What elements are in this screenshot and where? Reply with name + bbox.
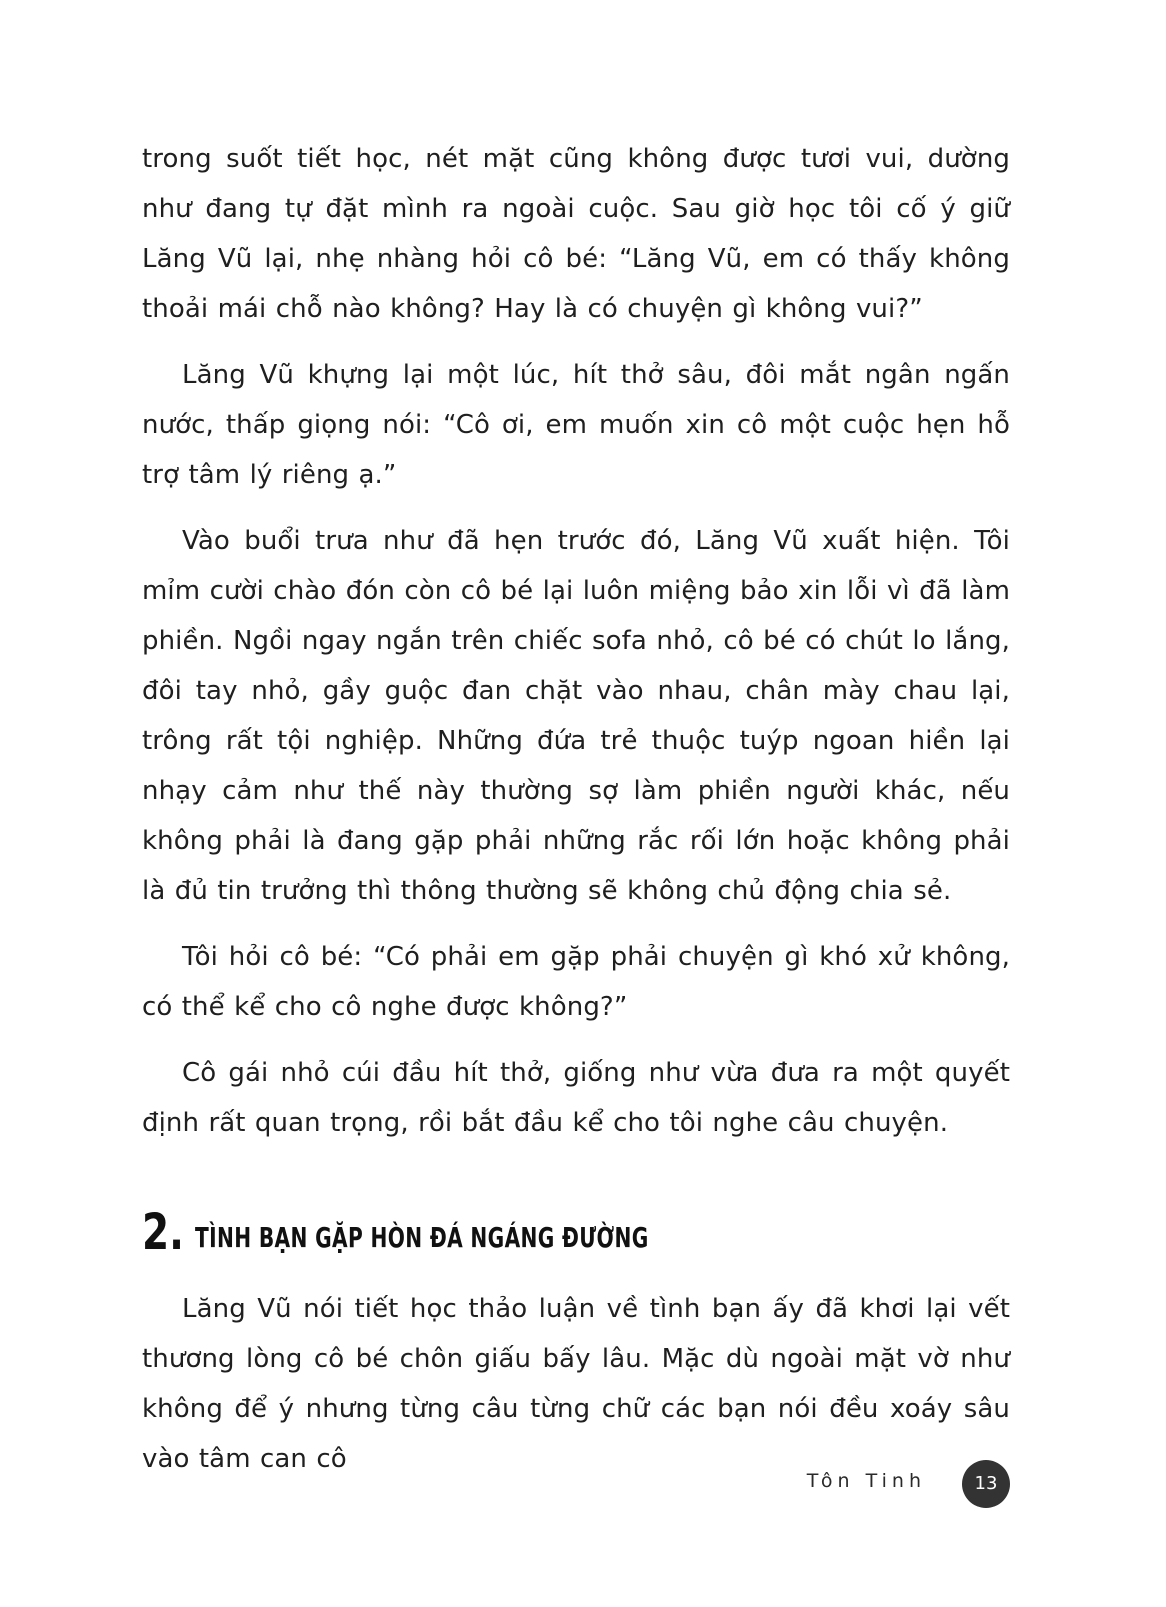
paragraph: Lăng Vũ khựng lại một lúc, hít thở sâu, đôi mắt ngân ngấn nước, thấp giọng nói: “Cô ơi, em muốn xin cô một cuộc hẹn hỗ trợ tâm lý riêng ạ.” — [142, 360, 1010, 490]
page-footer — [0, 1460, 1010, 1510]
paragraph: Tôi hỏi cô bé: “Có phải em gặp phải chuyện gì khó xử không, có thể kể cho cô nghe được không?” — [142, 942, 1010, 1022]
paragraph: Vào buổi trưa như đã hẹn trước đó, Lăng Vũ xuất hiện. Tôi mỉm cười chào đón còn cô bé lại luôn miệng bảo xin lỗi vì đã làm phiền. Ngồi ngay ngắn trên chiếc sofa nhỏ, cô bé có chút lo lắng, đôi tay nhỏ, gầy guộc đan chặt vào nhau, chân mày chau lại, trông rất tội nghiệp. Những đứa trẻ thuộc tuýp ngoan hiền lại nhạy cảm như thế này thường sợ làm phiền người khác, nếu không phải là đang gặp phải những rắc rối lớn hoặc không phải là đủ tin trưởng thì thông thường sẽ không chủ động chia sẻ. — [142, 526, 1010, 906]
paragraph: Lăng Vũ nói tiết học thảo luận về tình bạn ấy đã khơi lại vết thương lòng cô bé chôn giấu bấy lâu. Mặc dù ngoài mặt vờ như không để ý nhưng từng câu từng chữ các bạn nói đều xoáy sâu vào tâm can cô — [142, 1294, 1010, 1474]
page-body — [142, 134, 1010, 1500]
section-heading — [142, 1204, 1010, 1260]
page-number-badge: 13 — [962, 1460, 1010, 1508]
running-author: Tôn Tinh — [806, 1470, 926, 1492]
section-number: 2. — [142, 1203, 184, 1261]
paragraph-continuation: trong suốt tiết học, nét mặt cũng không được tươi vui, dường như đang tự đặt mình ra ngoài cuộc. Sau giờ học tôi cố ý giữ Lăng Vũ lại, nhẹ nhàng hỏi cô bé: “Lăng Vũ, em có thấy không thoải mái chỗ nào không? Hay là có chuyện gì không vui?” — [142, 144, 1010, 324]
paragraph: Cô gái nhỏ cúi đầu hít thở, giống như vừa đưa ra một quyết định rất quan trọng, rồi bắt đầu kể cho tôi nghe câu chuyện. — [142, 1058, 1010, 1138]
section-title: TÌNH BẠN GẶP HÒN ĐÁ NGÁNG ĐƯỜNG — [194, 1221, 649, 1254]
